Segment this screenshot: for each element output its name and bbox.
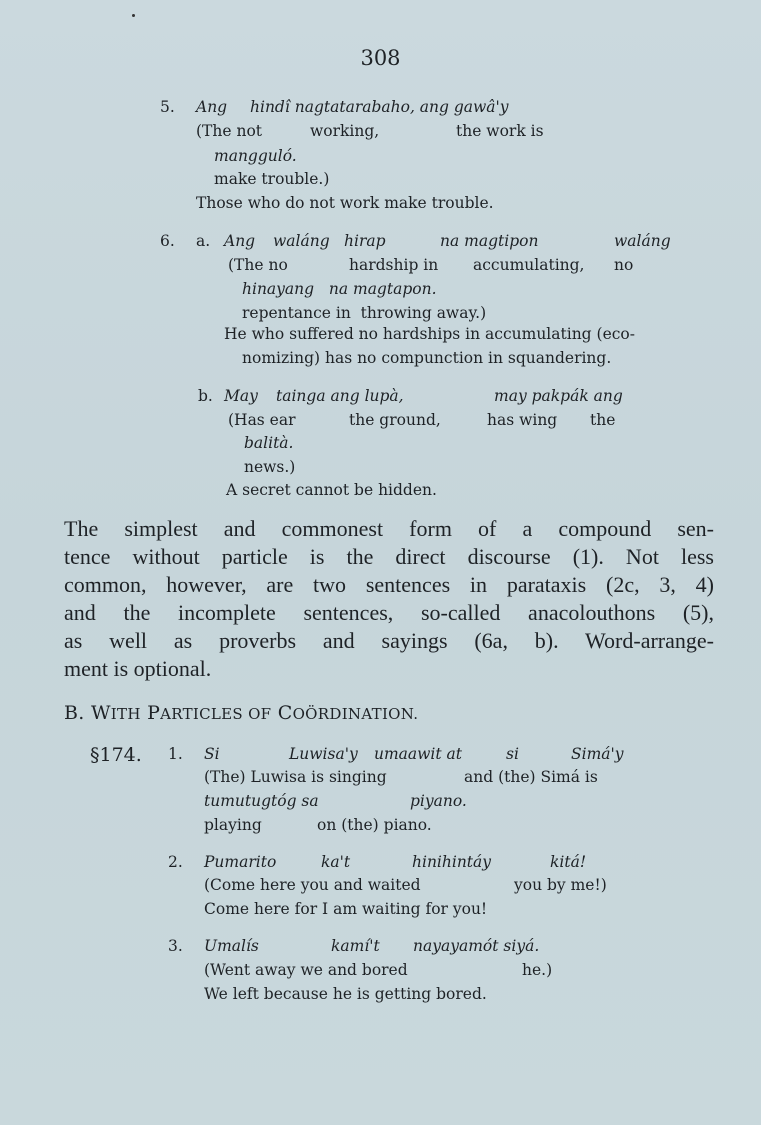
example-6a-translation: He who suffered no hardships in accumulating (eco- — [224, 325, 635, 343]
heading-letter: W — [90, 702, 111, 724]
paragraph-line: as well as proverbs and sayings (6a, b). Word-arrange- — [64, 628, 714, 653]
example-6a-word: waláng — [614, 232, 671, 250]
example-6a-gloss: (The no — [228, 256, 288, 274]
example-5-word: hindî nagtatarabaho, ang gawâ'y — [250, 98, 509, 116]
sentence-1-tagalog-2: piyano. — [410, 792, 467, 810]
example-6b-gloss: has wing — [487, 411, 558, 429]
heading-smallcaps: ARTICLES OF — [160, 705, 272, 723]
paragraph-line: The simplest and commonest form of a compound sen- — [64, 516, 714, 541]
example-6b-gloss: the — [590, 411, 616, 429]
sentence-1-gloss-2: playing — [204, 816, 262, 834]
sentence-2-gloss: (Come here you and waited — [204, 876, 421, 894]
sentence-1-word: umaawit at — [374, 745, 463, 763]
example-6a-letter: a. — [196, 232, 211, 250]
example-6b-tagalog-2: balità. — [244, 434, 294, 452]
example-6a-gloss: hardship in — [349, 256, 439, 274]
example-5-word: Ang — [196, 98, 228, 116]
example-5-gloss: the work is — [456, 122, 544, 140]
sentence-3-word: Umalís — [204, 937, 259, 955]
example-5-gloss: working, — [310, 122, 380, 140]
heading-prefix: B. — [64, 702, 85, 724]
example-6-number: 6. — [160, 232, 175, 250]
example-6a-word: Ang — [224, 232, 256, 250]
example-6a-word: hirap — [344, 232, 386, 250]
sentence-2-word: hinihintáy — [412, 853, 492, 871]
sentence-2-translation: Come here for I am waiting for you! — [204, 900, 488, 918]
example-6a-gloss-2: repentance in throwing away.) — [242, 304, 487, 322]
heading-smallcaps: OÖRDINATION. — [292, 705, 419, 723]
sentence-1-gloss: (The) Luwisa is singing — [204, 768, 387, 786]
example-6a-tagalog-2: hinayang na magtapon. — [242, 280, 437, 298]
example-6a-word: waláng — [273, 232, 330, 250]
example-6b-gloss: the ground, — [349, 411, 441, 429]
sentence-2-number: 2. — [168, 853, 183, 871]
paragraph-line: ment is optional. — [64, 656, 212, 681]
sentence-3-word: nayayamót siyá. — [413, 937, 540, 955]
paragraph-line: and the incomplete sentences, so-called anacolouthons (5), — [64, 600, 714, 625]
sentence-1-word: Si — [204, 745, 220, 763]
heading-smallcaps: ITH — [110, 705, 141, 723]
sentence-2-word: Pumarito — [204, 853, 277, 871]
example-5-gloss-2: make trouble.) — [214, 170, 330, 188]
sentence-1-word: si — [506, 745, 519, 763]
example-6b-translation: A secret cannot be hidden. — [226, 481, 437, 499]
sentence-1-tagalog-2: tumutugtóg sa — [204, 792, 319, 810]
example-6a-gloss: no — [614, 256, 634, 274]
sentence-3-word: kamí't — [331, 937, 380, 955]
sentence-1-gloss: and (the) Simá is — [464, 768, 598, 786]
example-6b-word: May — [224, 387, 258, 405]
sentence-2-word: ka't — [321, 853, 351, 871]
example-6b-gloss: (Has ear — [228, 411, 296, 429]
sentence-1-number: 1. — [168, 745, 183, 763]
sentence-3-number: 3. — [168, 937, 183, 955]
example-6a-gloss: accumulating, — [473, 256, 585, 274]
example-6b-letter: b. — [198, 387, 213, 405]
sentence-3-translation: We left because he is getting bored. — [204, 985, 487, 1003]
sentence-3-gloss: (Went away we and bored — [204, 961, 408, 979]
paragraph-line: common, however, are two sentences in parataxis (2c, 3, 4) — [64, 572, 714, 597]
example-5-translation: Those who do not work make trouble. — [196, 194, 494, 212]
sentence-2-gloss: you by me!) — [514, 876, 607, 894]
section-number: §174. — [90, 744, 142, 766]
example-6b-gloss-2: news.) — [244, 458, 296, 476]
example-5-tagalog-2: mangguló. — [214, 147, 297, 165]
body-paragraph — [64, 515, 714, 683]
example-6b-word: tainga ang lupà, — [276, 387, 404, 405]
sentence-3-gloss: he.) — [522, 961, 553, 979]
section-heading — [64, 702, 418, 724]
sentence-1-word: Simá'y — [571, 745, 624, 763]
example-6b-word: may pakpák ang — [494, 387, 623, 405]
example-5-number: 5. — [160, 98, 175, 116]
paragraph-line: tence without particle is the direct discourse (1). Not less — [64, 544, 714, 569]
heading-letter: C — [277, 702, 293, 724]
sentence-2-word: kitá! — [550, 853, 587, 871]
sentence-1-gloss-2: on (the) piano. — [317, 816, 432, 834]
example-6a-translation: nomizing) has no compunction in squandering. — [242, 349, 612, 367]
ink-speck — [132, 14, 135, 17]
heading-letter: P — [147, 702, 161, 724]
example-5-gloss: (The not — [196, 122, 263, 140]
sentence-1-word: Luwisa'y — [289, 745, 358, 763]
page-number: 308 — [360, 46, 401, 70]
example-6a-word: na magtipon — [440, 232, 539, 250]
